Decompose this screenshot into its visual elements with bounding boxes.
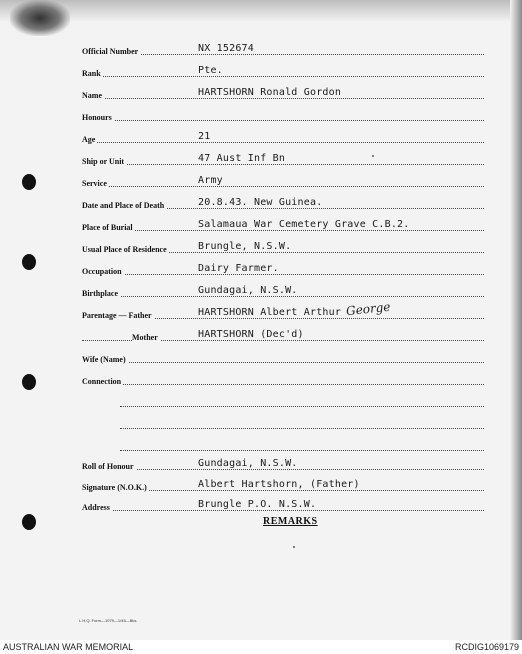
connection-extra-line	[120, 414, 484, 430]
value-roll-of-honour: Gundagai, N.S.W.	[198, 458, 298, 469]
field-ship-or-unit	[82, 150, 484, 166]
label-signature: Signature (N.O.K.)	[82, 483, 147, 492]
value-ship-or-unit: 47 Aust Inf Bn	[198, 153, 286, 164]
value-father: HARTSHORN Albert Arthur	[198, 307, 342, 318]
printer-imprint: L.H.Q. Form—1979—1/45—Bks.	[79, 618, 138, 623]
label-ship-or-unit: Ship or Unit	[82, 157, 125, 166]
field-usual-residence	[82, 238, 484, 254]
field-date-place-death	[82, 194, 484, 210]
value-occupation: Dairy Farmer.	[198, 263, 279, 274]
label-wife: Wife (Name)	[82, 355, 126, 364]
handwritten-annotation: George	[345, 299, 392, 319]
field-occupation	[82, 260, 484, 276]
field-signature	[82, 476, 484, 492]
value-rank: Pte.	[198, 65, 223, 76]
label-father: Parentage — Father	[82, 311, 152, 320]
connection-extra-line	[120, 392, 484, 408]
value-signature: Albert Hartshorn, (Father)	[198, 479, 360, 490]
punch-hole-lower	[22, 374, 36, 390]
dotted-line	[82, 75, 484, 77]
field-connection	[82, 370, 484, 386]
value-mother: HARTSHORN (Dec'd)	[198, 329, 304, 340]
field-honours	[82, 106, 484, 122]
dotted-line	[82, 273, 484, 275]
punch-hole-middle	[22, 254, 36, 270]
value-date-place-death: 20.8.43. New Guinea.	[198, 197, 323, 208]
label-rank: Rank	[82, 69, 101, 78]
label-connection: Connection	[82, 377, 122, 386]
punch-hole-bottom	[22, 514, 36, 530]
label-place-of-burial: Place of Burial	[82, 223, 133, 232]
speck	[293, 546, 295, 548]
field-address	[82, 496, 484, 512]
label-honours: Honours	[82, 113, 112, 122]
value-birthplace: Gundagai, N.S.W.	[198, 285, 298, 296]
field-service	[82, 172, 484, 188]
label-date-place-death: Date and Place of Death	[82, 201, 165, 210]
footer-institution: AUSTRALIAN WAR MEMORIAL	[3, 642, 134, 652]
value-address: Brungle P.O. N.S.W.	[198, 499, 317, 510]
scan-shadow-top	[0, 0, 522, 22]
field-name	[82, 84, 484, 100]
field-place-of-burial	[82, 216, 484, 232]
footer-record-id: RCDIG1069179	[454, 642, 519, 652]
dotted-line	[120, 449, 484, 451]
field-mother	[82, 326, 484, 342]
archive-footer	[0, 640, 522, 654]
connection-extra-line	[120, 436, 484, 452]
dotted-line	[82, 361, 484, 363]
value-place-of-burial: Salamaua War Cemetery Grave C.B.2.	[198, 219, 410, 230]
field-age	[82, 128, 484, 144]
field-rank	[82, 62, 484, 78]
field-wife	[82, 348, 484, 364]
value-usual-residence: Brungle, N.S.W.	[198, 241, 292, 252]
punch-hole-top	[22, 174, 36, 190]
value-official-number: NX 152674	[198, 43, 254, 54]
value-name: HARTSHORN Ronald Gordon	[198, 87, 342, 98]
value-service: Army	[198, 175, 223, 186]
dotted-line	[82, 119, 484, 121]
label-occupation: Occupation	[82, 267, 122, 276]
ink-blot	[10, 0, 70, 36]
label-name: Name	[82, 91, 102, 100]
value-age: 21	[198, 131, 211, 142]
label-service: Service	[82, 179, 107, 188]
dotted-line	[82, 141, 484, 143]
label-official-number: Official Number	[82, 47, 139, 56]
field-roll-of-honour	[82, 455, 484, 471]
label-roll-of-honour: Roll of Honour	[82, 462, 134, 471]
label-age: Age	[82, 135, 96, 144]
label-birthplace: Birthplace	[82, 289, 118, 298]
dotted-line	[82, 383, 484, 385]
dotted-line	[82, 185, 484, 187]
dotted-line	[82, 53, 484, 55]
field-official-number	[82, 40, 484, 56]
remarks-heading: REMARKS	[263, 516, 318, 527]
label-mother: Mother	[132, 333, 158, 342]
label-address: Address	[82, 503, 110, 512]
scan-shadow-right	[510, 0, 522, 640]
field-birthplace	[82, 282, 484, 298]
dotted-line	[120, 427, 484, 429]
field-father	[82, 299, 484, 320]
dotted-line	[120, 405, 484, 407]
label-usual-residence: Usual Place of Residence	[82, 245, 167, 254]
